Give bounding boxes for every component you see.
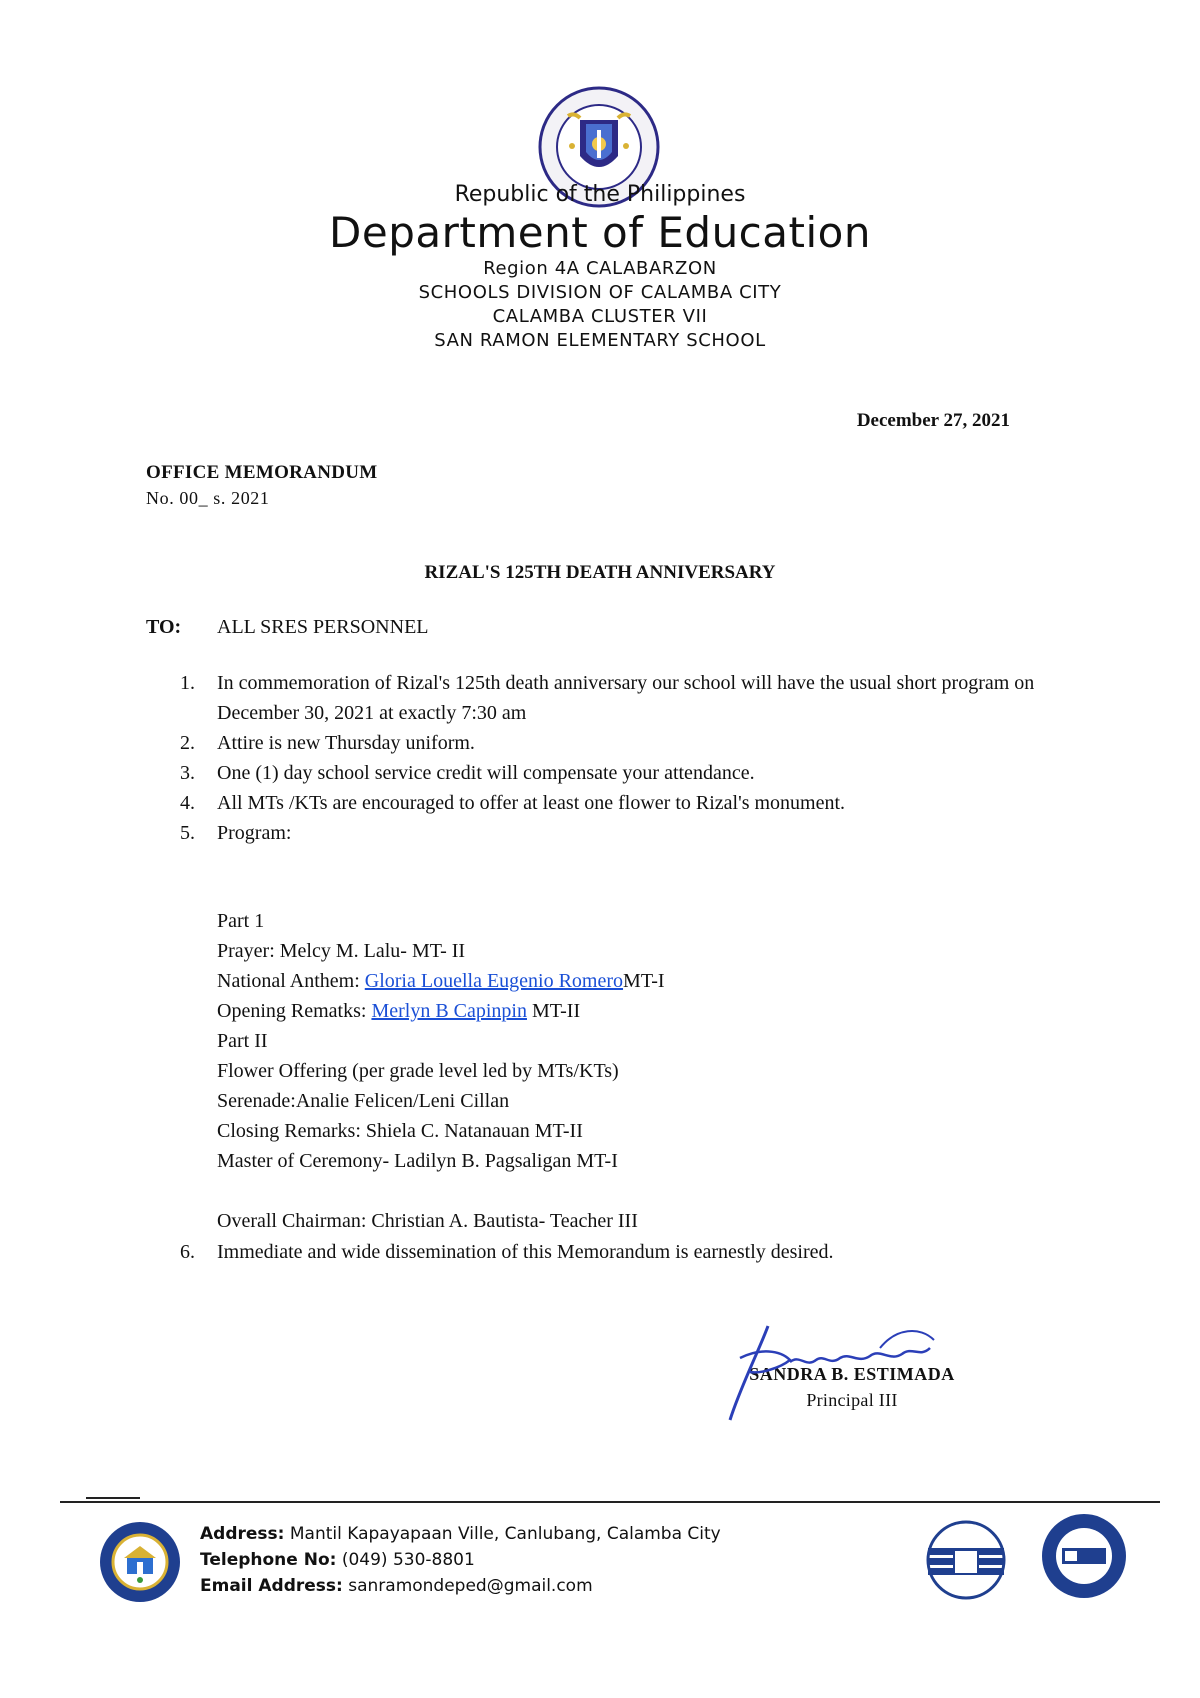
program-serenade: Serenade:Analie Felicen/Leni Cillan (217, 1090, 510, 1112)
signatory-name: SANDRA B. ESTIMADA (749, 1364, 955, 1384)
item-text: In commemoration of Rizal's 125th death anniversary our school will have the usual short program on December 30, 2021 at exactly 7:30 am (217, 672, 1035, 724)
item-text: Program: (217, 822, 292, 844)
memo-subject: RIZAL'S 125TH DEATH ANNIVERSARY (424, 562, 776, 583)
opening-suffix: MT-II (526, 1000, 581, 1022)
department-title: Department of Education (329, 208, 871, 257)
item-text: Immediate and wide dissemination of this Memorandum is earnestly desired. (217, 1241, 834, 1263)
tuv-certification-logo-icon (918, 1520, 1014, 1600)
footer-rule-accent (86, 1497, 140, 1499)
email-label: Email Address: (200, 1576, 343, 1596)
item-number: 4. (180, 792, 195, 814)
opening-prefix: Opening Rematks: (217, 1000, 372, 1022)
address-value: Mantil Kapayapaan Ville, Canlubang, Calamba City (284, 1524, 721, 1544)
list-item (180, 758, 1080, 788)
anthem-link[interactable]: Gloria Louella Eugenio Romero (364, 970, 624, 992)
list-item (180, 788, 1080, 818)
item-number: 5. (180, 822, 195, 844)
item-number: 1. (180, 672, 195, 694)
memo-items (180, 668, 1080, 848)
program-opening (217, 996, 665, 1026)
address-label: Address: (200, 1524, 285, 1544)
item-text: Attire is new Thursday uniform. (217, 732, 475, 754)
program-flower: Flower Offering (per grade level led by MTs/KTs) (217, 1060, 619, 1082)
signatory-title: Principal III (806, 1390, 898, 1410)
iqnet-certified-logo-icon (1040, 1512, 1128, 1600)
memo-number: No. 00_ s. 2021 (146, 488, 270, 508)
region-line: Region 4A CALABARZON (483, 258, 717, 279)
program-part2: Part II (217, 1030, 268, 1052)
opening-link[interactable]: Merlyn B Capinpin (371, 1000, 527, 1022)
division-line: SCHOOLS DIVISION OF CALAMBA CITY (418, 282, 782, 303)
program-prayer: Prayer: Melcy M. Lalu- MT- II (217, 940, 466, 962)
phone-value: (049) 530-8801 (336, 1550, 475, 1570)
phone-label: Telephone No: (200, 1550, 337, 1570)
footer-divider (60, 1501, 1160, 1503)
handwritten-signature-icon (720, 1318, 960, 1428)
item-text: One (1) day school service credit will compensate your attendance. (217, 762, 755, 784)
list-item (180, 728, 1080, 758)
item-number: 6. (180, 1241, 195, 1263)
program-anthem (217, 966, 665, 996)
program-part1: Part 1 (217, 910, 265, 932)
anthem-prefix: National Anthem: (217, 970, 365, 992)
list-item (180, 1241, 1080, 1264)
footer-address (200, 1524, 721, 1544)
item-text: All MTs /KTs are encouraged to offer at least one flower to Rizal's monument. (217, 792, 846, 814)
school-line: SAN RAMON ELEMENTARY SCHOOL (434, 330, 766, 351)
anthem-suffix: MT-I (623, 970, 665, 992)
list-item (180, 668, 1080, 728)
footer-email (200, 1576, 593, 1596)
program-block (217, 876, 665, 1236)
school-seal-icon (98, 1520, 182, 1604)
memo-title: OFFICE MEMORANDUM (146, 462, 378, 483)
republic-line: Republic of the Philippines (454, 182, 746, 207)
program-chairman: Overall Chairman: Christian A. Bautista- Teacher III (217, 1210, 638, 1232)
email-value: sanramondeped@gmail.com (342, 1576, 593, 1596)
program-closing: Closing Remarks: Shiela C. Natanauan MT-II (217, 1120, 583, 1142)
memo-date: December 27, 2021 (856, 410, 1010, 431)
to-value: ALL SRES PERSONNEL (217, 616, 429, 638)
program-master: Master of Ceremony- Ladilyn B. Pagsaligan MT-I (217, 1150, 618, 1172)
item-number: 3. (180, 762, 195, 784)
footer-phone (200, 1550, 475, 1570)
cluster-line: CALAMBA CLUSTER VII (492, 306, 708, 327)
list-item (180, 818, 1080, 848)
item-number: 2. (180, 732, 195, 754)
to-label: TO: (146, 616, 182, 638)
